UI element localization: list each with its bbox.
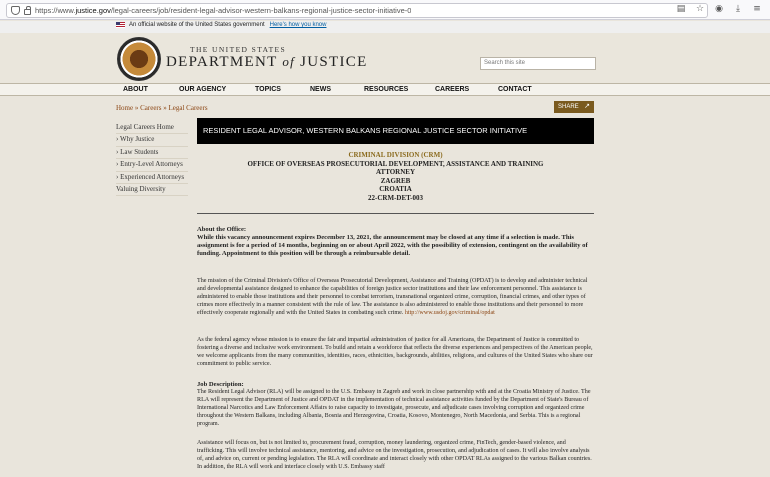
- breadcrumb-legal-careers[interactable]: Legal Careers: [168, 104, 208, 112]
- breadcrumb-careers[interactable]: Careers: [140, 104, 162, 112]
- sidebar-item-entry-level[interactable]: › Entry-Level Attorneys: [116, 159, 188, 171]
- divider: [197, 213, 594, 214]
- sidebar-item-legal-careers-home[interactable]: Legal Careers Home: [116, 122, 188, 134]
- bookmark-star-icon[interactable]: ☆: [695, 4, 705, 14]
- nav-about[interactable]: ABOUT: [123, 86, 148, 93]
- sidebar-item-experienced[interactable]: › Experienced Attorneys: [116, 172, 188, 184]
- browser-toolbar: [0, 0, 770, 20]
- share-button[interactable]: SHARE ↗: [554, 101, 594, 113]
- main-nav: [0, 83, 770, 96]
- nav-contact[interactable]: CONTACT: [498, 86, 532, 93]
- job-description-text: The Resident Legal Advisor (RLA) will be assigned to the U.S. Embassy in Zagreb and work in close partnership with and at the Croatia Ministry of Justice. The RLA will represent the Department of Justice and OPDAT in the implementation of technical assistance activities funded by the Department of State's Bureau of International Narcotics and Law Enforcement Affairs to raise capacity to investigate, prosecute, and adjudicate cases involving corruption and organized crime throughout the Western Balkans, including Albania, Bosnia and Herzegovina, Croatia, Kosovo, Montenegro, North Macedonia, and Serbia. This is a regional program.: [197, 389, 591, 427]
- nav-careers[interactable]: CAREERS: [435, 86, 470, 93]
- sidebar-item-why-justice[interactable]: › Why Justice: [116, 134, 188, 146]
- posting-header: [197, 151, 594, 202]
- sidebar-item-valuing-diversity[interactable]: Valuing Diversity: [116, 184, 188, 196]
- shield-icon[interactable]: [11, 6, 20, 15]
- opdat-link[interactable]: http://www.usdoj.gov/criminal/opdat: [404, 309, 495, 316]
- posting-role: ATTORNEY: [375, 168, 416, 176]
- lock-icon[interactable]: [24, 9, 31, 15]
- posting-city: ZAGREB: [380, 176, 411, 185]
- site-header: [0, 33, 770, 83]
- nav-news[interactable]: NEWS: [310, 86, 331, 93]
- posting-country: CROATIA: [379, 185, 412, 193]
- sidebar-item-law-students[interactable]: › Law Students: [116, 147, 188, 159]
- url-text[interactable]: https://www.justice.gov/legal-careers/job/resident-legal-advisor-western-balkans-regional-justice-sector-initiative-0: [35, 6, 412, 15]
- sidebar-nav: [116, 122, 188, 196]
- page-title: RESIDENT LEGAL ADVISOR, WESTERN BALKANS REGIONAL JUSTICE SECTOR INITIATIVE: [197, 118, 594, 144]
- posting-division: CRIMINAL DIVISION (CRM): [348, 151, 443, 159]
- nav-topics[interactable]: TOPICS: [255, 86, 281, 93]
- about-office-section: [197, 226, 594, 258]
- job-description-heading: Job Description:: [197, 381, 244, 388]
- us-flag-icon: [116, 22, 125, 28]
- official-gov-banner: [0, 21, 770, 33]
- pocket-icon[interactable]: ◉: [715, 4, 723, 14]
- menu-icon[interactable]: ≡: [753, 4, 761, 14]
- diversity-paragraph: As the federal agency whose mission is to ensure the fair and impartial administration of justice for all Americans, the Department of Justice is committed to fostering a diverse and inclusive work environment. To build and retain a workforce that reflects the diverse experiences and perspectives of the American people, we welcome applicants from the many communities, identities, races, ethnicities, backgrounds, abilities, religions, and cultures of the United States who share our commitment to public service.: [197, 337, 593, 367]
- job-description-section: [197, 381, 594, 429]
- search-input[interactable]: Search this site: [480, 57, 596, 70]
- nav-our-agency[interactable]: OUR AGENCY: [179, 86, 227, 93]
- download-icon[interactable]: ⤓: [736, 4, 740, 14]
- posting-office: OFFICE OF OVERSEAS PROSECUTORIAL DEVELOPMENT, ASSISTANCE AND TRAINING: [247, 159, 544, 168]
- address-bar[interactable]: [6, 3, 708, 18]
- about-heading: About the Office:: [197, 226, 247, 233]
- reader-view-icon[interactable]: ▤: [676, 4, 686, 14]
- breadcrumb-home[interactable]: Home: [116, 104, 134, 112]
- logo-tagline[interactable]: THE UNITED STATES: [190, 45, 287, 54]
- vacancy-notice: While this vacancy announcement expires December 13, 2021, the announcement may be closed at any time if a selection is made. This assignment is for a period of 14 months, beginning on or about April 2022, with the possibility of extension, contingent on the availability of funding. Appointment to this position will be through a reimbursable detail.: [197, 234, 588, 257]
- heres-how-you-know-link[interactable]: Here's how you know: [269, 22, 327, 28]
- breadcrumb: Home » Careers » Legal Careers: [116, 104, 208, 112]
- posting-code: 22-CRM-DET-003: [368, 193, 423, 202]
- logo-wordmark[interactable]: DEPARTMENT of JUSTICE: [166, 54, 368, 70]
- assistance-focus-paragraph: Assistance will focus on, but is not limited to, procurement fraud, corruption, money laundering, organized crime, FinTech, gender-based violence, and trafficking. This will involve technical assistance, mentoring, and advice on the investigation, prosecution, and adjudication of cases. It will also involve analysis of, and advice on, current or pending legislation. The RLA will coordinate and interact closely with other OPDAT RLAs assigned to the various Balkan countries. In addition, the RLA will work and interface closely with U.S. Embassy staff: [197, 440, 592, 470]
- nav-resources[interactable]: RESOURCES: [364, 86, 409, 93]
- mission-paragraph: The mission of the Criminal Division's Office of Overseas Prosecutorial Development, Assistance and Training (OPDAT) is to develop and administer technical and developmental assistance designed to enhance the capabilities of foreign justice sector institutions and their law enforcement personnel. This assistance is administered to enable those institutions and their personnel to combat terrorism, transnational organized crime, corruption, financial crimes, and other types of crimes more effectively in a manner consistent with the rule of law. The assistance is also administered to enable those institutions and their personnel to more effectively cooperate regionally and with the United States in combating such crime. http://www.usdoj.gov/criminal/opdat: [197, 278, 588, 316]
- doj-seal-icon[interactable]: [117, 37, 161, 81]
- official-banner-text: An official website of the United States government: [129, 22, 265, 28]
